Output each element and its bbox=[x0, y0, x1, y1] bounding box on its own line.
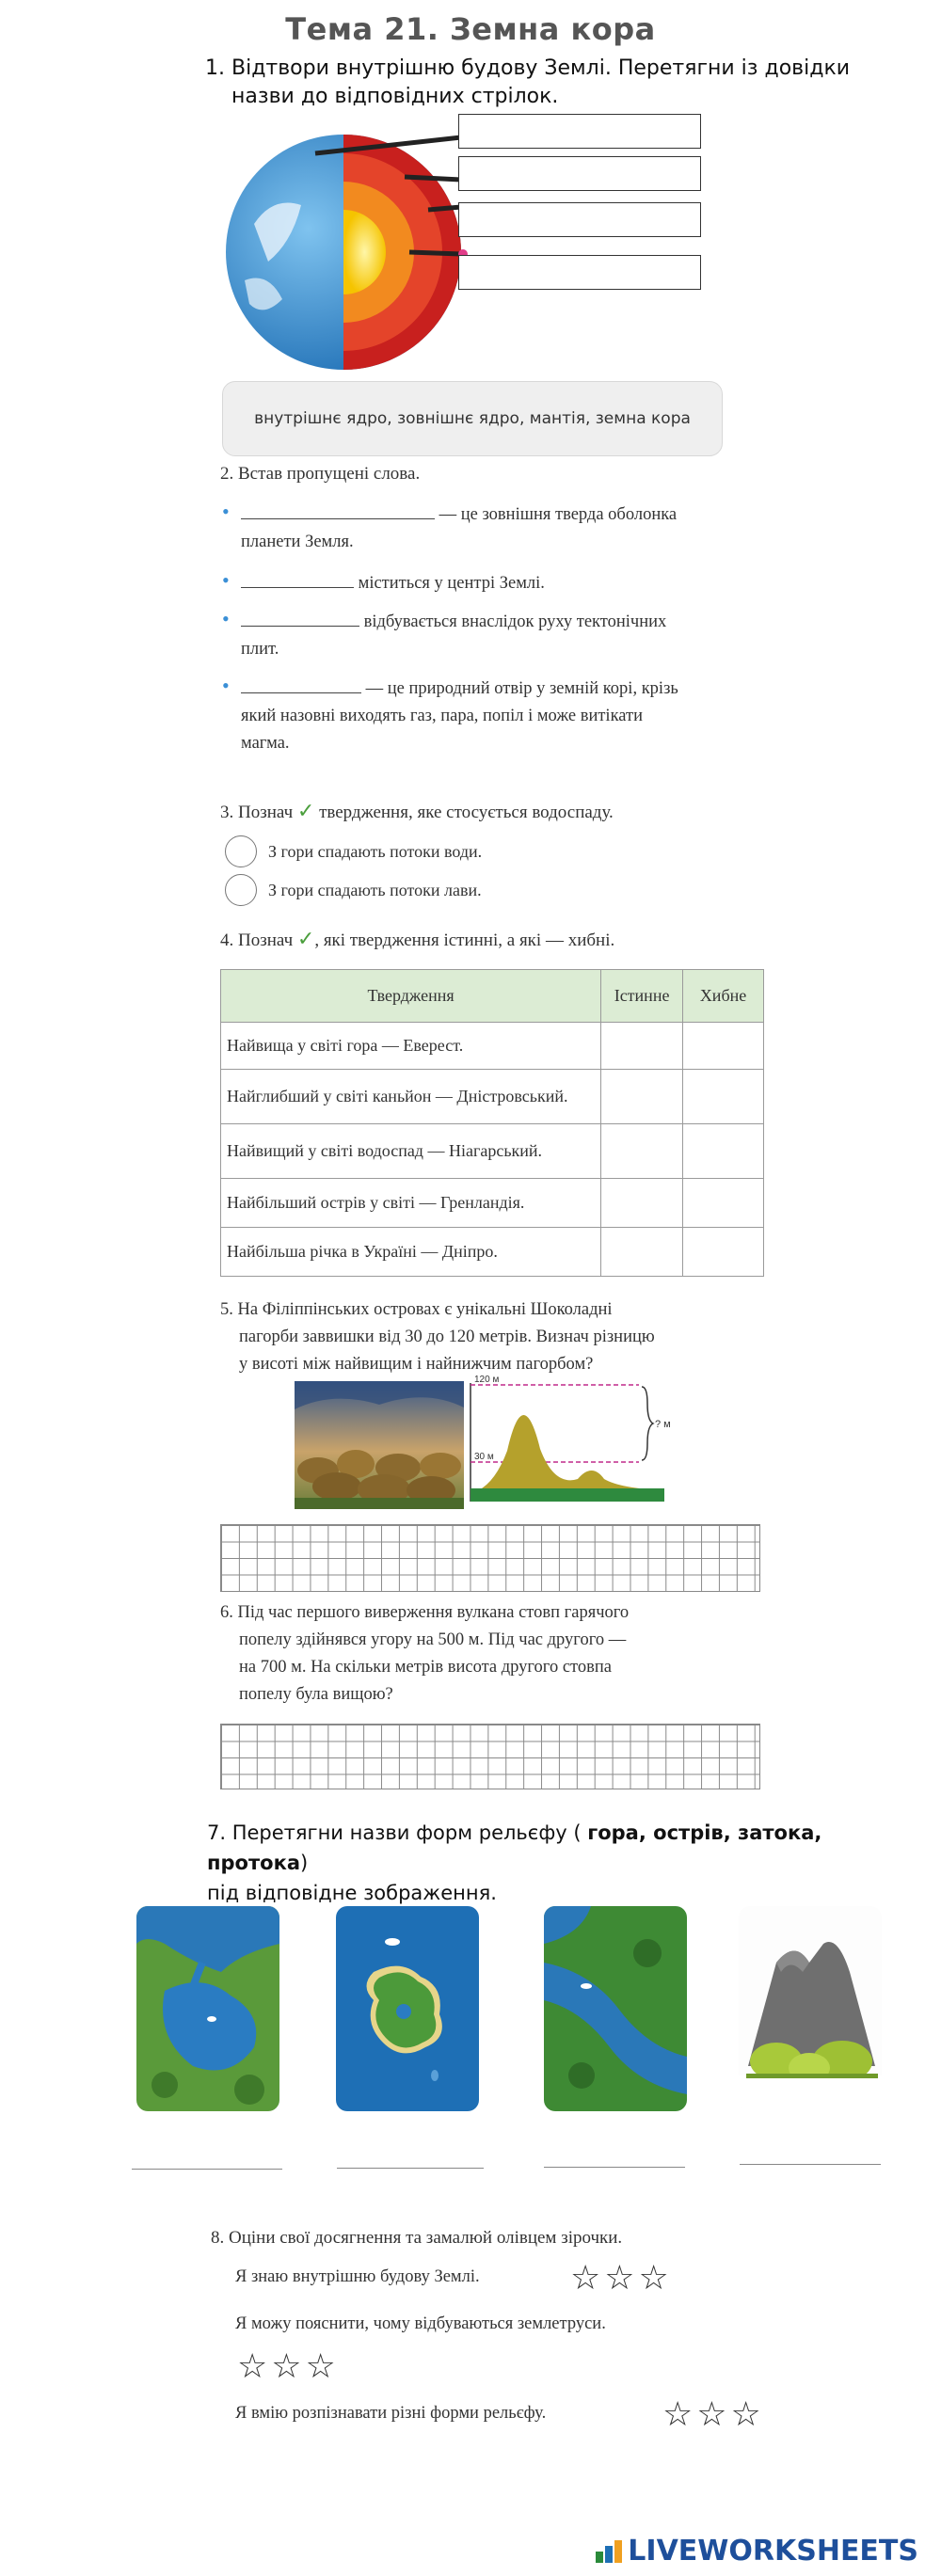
q2-item-4-line3: магма. bbox=[241, 734, 290, 753]
hill-height-diagram bbox=[465, 1375, 681, 1511]
page-title: Тема 21. Земна кора bbox=[285, 11, 656, 47]
statement-cell: Найглибший у світі каньйон — Дністровський. bbox=[221, 1070, 601, 1124]
q1-prompt bbox=[205, 55, 864, 111]
false-cell[interactable] bbox=[683, 1228, 764, 1277]
q4-heading-end: , які твердження істинні, а які — хибні. bbox=[314, 930, 615, 950]
q7-line1-end: ) bbox=[300, 1852, 309, 1874]
bullet-icon: • bbox=[222, 500, 230, 523]
q7-line1-start: 7. Перетягни назви форм рельєфу ( bbox=[207, 1821, 588, 1844]
q2-item-1-line2: планети Земля. bbox=[241, 533, 354, 551]
bay-answer-line[interactable] bbox=[132, 2168, 282, 2170]
checkmark-icon: ✓ bbox=[296, 799, 315, 822]
q6-line1: 6. Під час першого виверження вулкана стовп гарячого bbox=[220, 1603, 630, 1622]
table-row bbox=[221, 1124, 764, 1179]
q5-line2: пагорби заввишки від 30 до 120 метрів. Визнач різницю bbox=[239, 1328, 655, 1346]
bullet-icon: • bbox=[222, 607, 230, 630]
logo-icon bbox=[596, 2538, 624, 2565]
table-row bbox=[221, 1070, 764, 1124]
q3-option-2-label: З гори спадають потоки лави. bbox=[268, 881, 482, 899]
q8-statement-3: Я вмію розпізнавати різні форми рельєфу. bbox=[235, 2404, 547, 2423]
q5-answer-grid[interactable] bbox=[220, 1524, 760, 1592]
bullet-icon: • bbox=[222, 568, 230, 592]
mountain-card-image bbox=[739, 1906, 882, 2111]
q4-true-false-table bbox=[220, 969, 764, 1277]
q2-item-3 bbox=[222, 609, 730, 663]
q7-line2: під відповідне зображення. bbox=[207, 1882, 497, 1904]
q2-blank-4[interactable] bbox=[241, 678, 361, 693]
q2-item-1 bbox=[222, 501, 730, 556]
table-row bbox=[221, 1179, 764, 1228]
true-cell[interactable] bbox=[601, 1124, 683, 1179]
q8-heading: 8. Оціни свої досягнення та замалюй олівцем зірочки. bbox=[211, 2228, 623, 2248]
strait-answer-line[interactable] bbox=[544, 2166, 685, 2168]
true-cell[interactable] bbox=[601, 1070, 683, 1124]
false-cell[interactable] bbox=[683, 1070, 764, 1124]
q6-line4: попелу була вищою? bbox=[239, 1685, 393, 1704]
brace-icon bbox=[642, 1387, 653, 1460]
strait-card-image bbox=[544, 1906, 687, 2111]
q4-heading-start: 4. Познач bbox=[220, 930, 294, 950]
island-card-image bbox=[336, 1906, 479, 2111]
chocolate-hills-photo bbox=[295, 1381, 464, 1509]
q2-blank-1[interactable] bbox=[241, 504, 435, 519]
table-header-row bbox=[221, 970, 764, 1023]
q1-line1: 1. Відтвори внутрішню будову Землі. Перетягни із довідки bbox=[205, 56, 851, 80]
q6-line2: попелу здійнявся угору на 500 м. Під час другого — bbox=[239, 1630, 627, 1649]
q1-line2: назви до відповідних стрілок. bbox=[231, 85, 559, 108]
q2-heading: 2. Встав пропущені слова. bbox=[220, 464, 421, 484]
q8-stars-3[interactable]: ☆☆☆ bbox=[662, 2394, 765, 2433]
true-cell[interactable] bbox=[601, 1023, 683, 1070]
q2-blank-2[interactable] bbox=[241, 573, 354, 588]
q8-stars-2[interactable]: ☆☆☆ bbox=[237, 2346, 340, 2385]
q1-word-bank-text: внутрішнє ядро, зовнішнє ядро, мантія, земна кора bbox=[254, 409, 691, 428]
diagram-label-30m: 30 м bbox=[474, 1452, 494, 1462]
q3-option-2-radio[interactable] bbox=[225, 874, 257, 906]
q2-item-3-text: відбувається внаслідок руху тектонічних bbox=[359, 612, 667, 631]
q2-item-3-line2: плит. bbox=[241, 640, 279, 659]
false-cell[interactable] bbox=[683, 1124, 764, 1179]
checkmark-icon: ✓ bbox=[296, 927, 315, 950]
q2-item-4 bbox=[222, 676, 730, 757]
false-cell[interactable] bbox=[683, 1023, 764, 1070]
q3-option-1-label: З гори спадають потоки води. bbox=[268, 842, 483, 861]
col-header-false: Хибне bbox=[683, 970, 764, 1023]
q6-prompt bbox=[220, 1599, 766, 1709]
true-cell[interactable] bbox=[601, 1179, 683, 1228]
q6-line3: на 700 м. На скільки метрів висота другого стовпа bbox=[239, 1658, 612, 1677]
q2-blank-3[interactable] bbox=[241, 612, 359, 627]
col-header-true: Істинне bbox=[601, 970, 683, 1023]
statement-cell: Найвища у світі гора — Еверест. bbox=[221, 1023, 601, 1070]
q8-statement-2: Я можу пояснити, чому відбуваються землетруси. bbox=[235, 2314, 606, 2333]
q7-line1 bbox=[207, 1818, 922, 1878]
q2-item-1-text: — це зовнішня тверда оболонка bbox=[435, 505, 678, 524]
false-cell[interactable] bbox=[683, 1179, 764, 1228]
q8-statement-1: Я знаю внутрішню будову Землі. bbox=[235, 2267, 480, 2286]
q1-drop-box-2[interactable] bbox=[458, 156, 701, 191]
q2-item-2 bbox=[222, 570, 730, 597]
q3-heading bbox=[220, 799, 614, 823]
statement-cell: Найвищий у світі водоспад — Ніагарський. bbox=[221, 1124, 601, 1179]
q5-prompt bbox=[220, 1296, 766, 1378]
diagram-label-120m: 120 м bbox=[474, 1375, 500, 1385]
q6-answer-grid[interactable] bbox=[220, 1724, 760, 1789]
island-answer-line[interactable] bbox=[337, 2167, 484, 2169]
diagram-label-diff: ? м bbox=[655, 1419, 671, 1430]
q3-option-1-radio[interactable] bbox=[225, 835, 257, 867]
q3-heading-end: твердження, яке стосується водоспаду. bbox=[314, 803, 614, 822]
statement-cell: Найбільший острів у світі — Гренландія. bbox=[221, 1179, 601, 1228]
true-cell[interactable] bbox=[601, 1228, 683, 1277]
col-header-statement: Твердження bbox=[221, 970, 601, 1023]
q7-word-list: гора, острів, затока, протока bbox=[207, 1821, 822, 1874]
q1-drop-box-4[interactable] bbox=[458, 255, 701, 290]
q1-word-bank bbox=[222, 381, 723, 456]
q5-line3: у висоті між найвищим і найнижчим пагорбом? bbox=[239, 1355, 594, 1374]
q1-drop-box-3[interactable] bbox=[458, 202, 701, 237]
logo-text: LIVEWORKSHEETS bbox=[628, 2535, 918, 2568]
q3-heading-start: 3. Познач bbox=[220, 803, 294, 822]
q4-heading bbox=[220, 927, 614, 951]
earth-structure-illustration bbox=[216, 111, 480, 374]
mountain-answer-line[interactable] bbox=[740, 2163, 881, 2165]
q8-stars-1[interactable]: ☆☆☆ bbox=[570, 2258, 673, 2297]
bay-card-image bbox=[136, 1906, 279, 2111]
q2-item-2-text: міститься у центрі Землі. bbox=[354, 574, 545, 593]
table-row bbox=[221, 1228, 764, 1277]
q5-line1: 5. На Філіппінських островах є унікальні Шоколадні bbox=[220, 1300, 613, 1319]
q7-prompt bbox=[207, 1818, 922, 1908]
q2-item-4-text: — це природний отвір у земній корі, крізь bbox=[361, 679, 678, 698]
table-row bbox=[221, 1023, 764, 1070]
q2-item-4-line2: який назовні виходять газ, пара, попіл і може витікати bbox=[241, 707, 643, 725]
liveworksheets-logo bbox=[596, 2535, 918, 2568]
statement-cell: Найбільша річка в Україні — Дніпро. bbox=[221, 1228, 601, 1277]
q1-drop-box-1[interactable] bbox=[458, 114, 701, 149]
bullet-icon: • bbox=[222, 674, 230, 697]
